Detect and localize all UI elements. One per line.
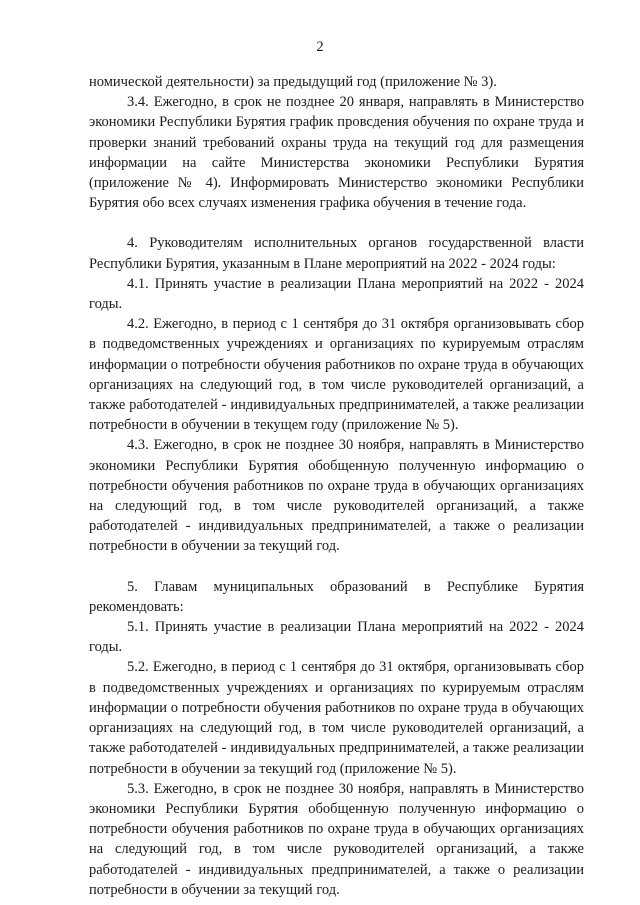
paragraph-4-1: 4.1. Принять участие в реализации Плана мероприятий на 2022 - 2024 годы. bbox=[89, 275, 584, 313]
paragraph-3-4: 3.4. Ежегодно, в срок не позднее 20 января, направлять в Министерство экономики Республики Бурятия график провсдения обучения по охране труда и проверки знаний требований охраны труда на текущий год для размещения информации на сайте Министерства экономики Республики Бурятия (приложение № 4). Информировать Министерство экономики Республики Бурятия обо всех случаях изменения графика обучения в течение года. bbox=[89, 94, 584, 212]
paragraph-5: 5. Главам муниципальных образований в Республике Бурятия рекомендовать: bbox=[89, 578, 584, 615]
document-body bbox=[89, 72, 584, 900]
paragraph-5-1: 5.1. Принять участие в реализации Плана мероприятий на 2022 - 2024 годы. bbox=[89, 619, 584, 656]
page-number: 2 bbox=[316, 39, 324, 55]
paragraph-4-3: 4.3. Ежегодно, в срок не позднее 30 ноября, направлять в Министерство экономики Республики Бурятия обобщенную полученную информацию о потребности обучения работников по охране труда в обучающих организациях на следующий год, в том числе руководителей организаций, а также работодателей - индивидуальных предпринимателей, а также о реализации потребности в обучении за текущий год. bbox=[89, 437, 584, 555]
paragraph-5-3: 5.3. Ежегодно, в срок не позднее 30 ноября, направлять в Министерство экономики Республики Бурятия обобщенную полученную информацию о потребности обучения работников по охране труда в обучающих организациях на следующий год, в том числе руководителей организаций, а также работодателей - индивидуальных предпринимателей, а также о реализации потребности в обучении за текущий год. bbox=[89, 780, 584, 898]
paragraph-4-2: 4.2. Ежегодно, в период с 1 сентября до 31 октября организовывать сбор в подведомственных учреждениях и организациях по курируемым отраслям информации о потребности обучения работников по охране труда в обучающих организациях на следующий год, в том числе руководителей организаций, а также работодателей - индивидуальных предпринимателей, а также реализации потребности в обучении в текущем году (приложение № 5). bbox=[89, 316, 584, 434]
paragraph-4: 4. Руководителям исполнительных органов государственной власти Республики Бурятия, указанным в Плане мероприятий на 2022 - 2024 годы: bbox=[89, 235, 584, 272]
paragraph-5-2: 5.2. Ежегодно, в период с 1 сентября до 31 октября, организовывать сбор в подведомственных учреждениях и организациях по курируемым отраслям информации о потребности обучения работников по охране труда в обучающих организациях на следующий год, в том числе руководителей организаций, а также работодателей - индивидуальных предпринимателей, а также реализации потребности в обучении за текущий год (приложение № 5). bbox=[89, 659, 584, 777]
paragraph-3-3-continuation: номической деятельности) за предыдущий год (приложение № 3). bbox=[89, 74, 497, 90]
